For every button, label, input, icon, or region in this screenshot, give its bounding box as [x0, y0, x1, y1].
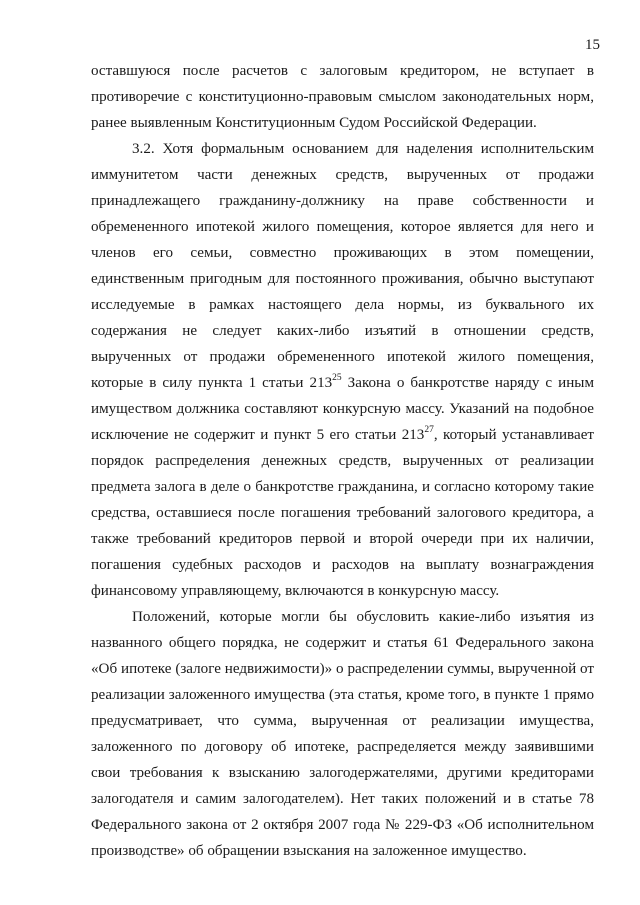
footnote-ref-27: 27	[424, 424, 434, 435]
paragraph-2	[91, 136, 594, 604]
paragraph-1: оставшуюся после расчетов с залоговым кредитором, не вступает в противоречие с конституционно-правовым смыслом законодательных норм, ранее выявленным Конституционным Судом Российской Федерации.	[91, 63, 594, 131]
paragraph-2-part-2: Закона о банкротстве наряду с иным имуществом должника составляют конкурсную массу. Указаний на подобное исключение не содержит и пункт 5 его статьи 213	[91, 375, 594, 443]
paragraph-3: Положений, которые могли бы обусловить какие-либо изъятия из названного общего порядка, не содержит и статья 61 Федерального закона «Об ипотеке (залоге недвижимости)» о распределении суммы, вырученной от реализации заложенного имущества (эта статья, кроме того, в пункте 1 прямо предусматривает, что сумма, вырученная от реализации имущества, заложенного по договору об ипотеке, распределяется между заявившими свои требования к взысканию залогодержателями, другими кредиторами залогодателя и самим залогодателем). Нет таких положений и в статье 78 Федерального закона от 2 октября 2007 года № 229-ФЗ «Об исполнительном производстве» об обращении взыскания на заложенное имущество.	[91, 609, 594, 859]
paragraph-2-part-3: , который устанавливает порядок распределения денежных средств, вырученных от реализации предмета залога в деле о банкротстве гражданина, и согласно которому такие средства, оставшиеся после погашения требований залогового кредитора, а также требований кредиторов первой и второй очереди при их наличии, погашения судебных расходов и расходов на выплату вознаграждения финансовому управляющему, включаются в конкурсную массу.	[91, 427, 594, 599]
paragraph-2-part-1: 3.2. Хотя формальным основанием для наделения исполнительским иммунитетом части денежных средств, вырученных от продажи принадлежащего гражданину-должнику на праве собственности и обремененного ипотекой жилого помещения, которое является для него и членов его семьи, совместно проживающих в этом помещении, единственным пригодным для постоянного проживания, обычно выступают исследуемые в рамках настоящего дела нормы, из буквального их содержания не следует каких-либо изъятий в отношении средств, вырученных от продажи обремененного ипотекой жилого помещения, которые в силу пункта 1 статьи 213	[91, 141, 594, 391]
footnote-ref-25: 25	[332, 372, 342, 383]
document-body	[91, 58, 594, 864]
page-number: 15	[585, 37, 600, 53]
